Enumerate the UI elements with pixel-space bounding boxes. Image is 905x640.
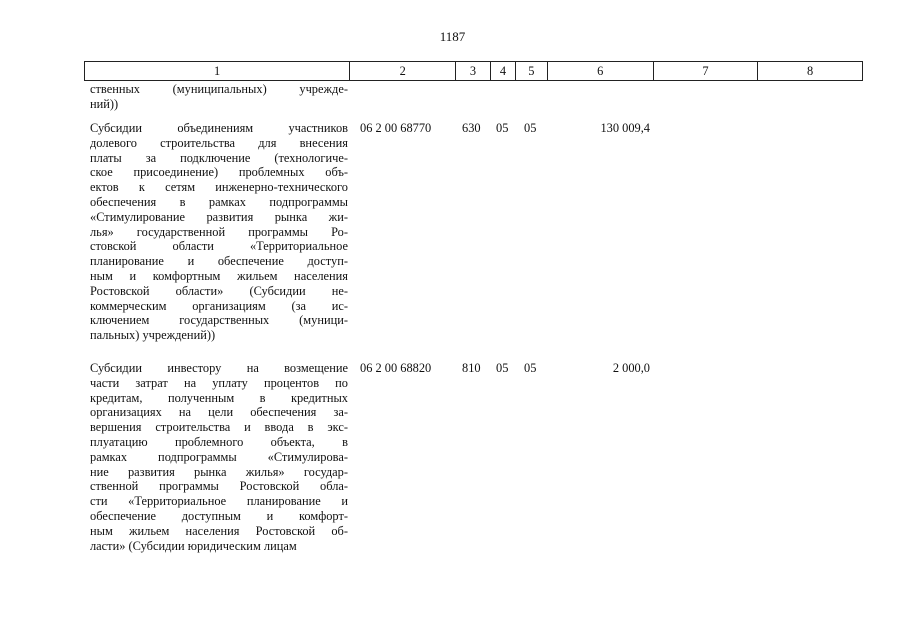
description-line: планирование и обеспечение доступ- [90, 254, 348, 269]
expense-type-code: 810 [462, 361, 481, 375]
description-line: долевого строительства для внесения [90, 135, 348, 150]
header-col-1: 1 [85, 62, 350, 80]
description-line: плуатацию проблемного объекта, в [90, 434, 348, 449]
description-line: лья» государственной программы Ро- [90, 224, 348, 239]
header-col-3: 3 [456, 62, 491, 80]
header-col-8: 8 [807, 64, 814, 78]
target-article-code: 06 2 00 68820 [360, 361, 432, 375]
expense-type-code: 630 [462, 121, 481, 135]
description-line: кредитам, полученным в кредитных [90, 390, 348, 405]
target-article-code: 06 2 00 68770 [360, 121, 432, 135]
description-line: ключением государственных (муници- [90, 313, 348, 328]
description-line: организациях на цели обеспечения за- [90, 405, 348, 420]
description-line: ний)) [90, 96, 119, 111]
header-col-5: 5 [516, 62, 548, 80]
description-line: обеспечения в рамках подпрограммы [90, 194, 348, 209]
header-col-6: 6 [548, 62, 654, 80]
amount-value: 130 009,4 [600, 121, 650, 135]
description-line: ласти» (Субсидии юридическим лицам [90, 538, 297, 553]
description-line: обеспечение доступным и комфорт- [90, 508, 348, 523]
description-line: ское присоединение) проблемных объ- [90, 165, 348, 180]
row-description [90, 121, 348, 343]
description-line: Субсидии объединениям участников [90, 121, 348, 135]
subsection-code: 05 [524, 361, 537, 375]
description-line: ние развития рынка жилья» государ- [90, 464, 348, 479]
subsection-code: 05 [524, 121, 537, 135]
description-line: части затрат на уплату процентов по [90, 375, 348, 390]
description-line: сти «Территориальное планирование и [90, 494, 348, 509]
description-line: ектов к сетям инженерно-технического [90, 180, 348, 195]
description-line: рамках подпрограммы «Стимулирова- [90, 449, 348, 464]
description-line: пальных) учреждений)) [90, 328, 216, 343]
description-line: Ростовской области» (Субсидии не- [90, 283, 348, 298]
header-col-7: 7 [654, 62, 759, 80]
row-description [90, 82, 348, 112]
page-number: 1187 [439, 29, 466, 44]
description-line: ственной программы Ростовской обла- [90, 479, 348, 494]
section-code: 05 [496, 121, 509, 135]
description-line: коммерческим организациям (за ис- [90, 298, 348, 313]
description-line: платы за подключение (технологиче- [90, 150, 348, 165]
description-line: ным жильем населения Ростовской об- [90, 523, 348, 538]
description-line: ственных (муниципальных) учрежде- [90, 82, 348, 96]
description-line: вершения строительства и ввода в экс- [90, 420, 348, 435]
description-line: Субсидии инвестору на возмещение [90, 361, 348, 375]
section-code: 05 [496, 361, 509, 375]
amount-value: 2 000,0 [612, 361, 650, 375]
description-line: ным и комфортным жильем населения [90, 268, 348, 283]
description-line: «Стимулирование развития рынка жи- [90, 209, 348, 224]
table-header-row [84, 61, 863, 81]
header-col-4: 4 [491, 62, 516, 80]
header-col-2: 2 [350, 62, 456, 80]
row-description [90, 361, 348, 553]
description-line: стовской области «Территориальное [90, 239, 348, 254]
